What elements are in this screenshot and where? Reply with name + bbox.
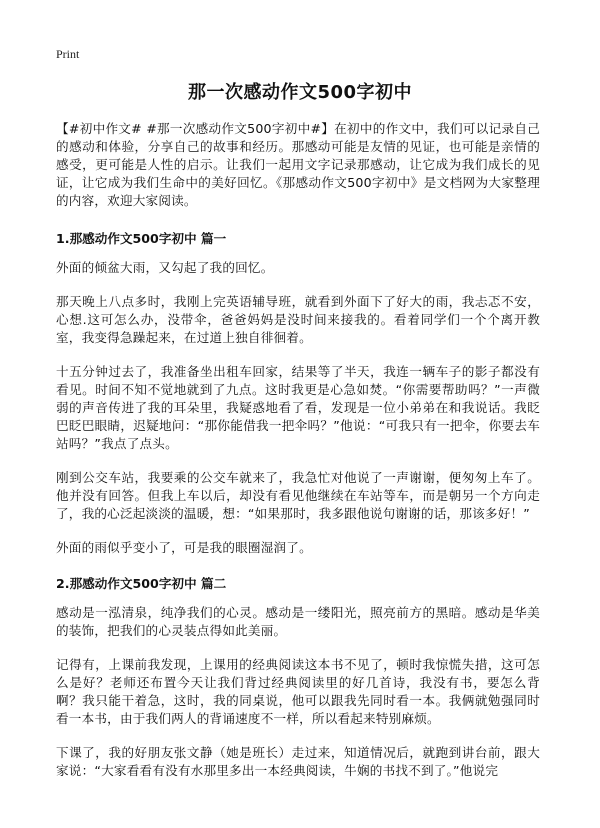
document-body [56, 120, 540, 796]
paragraph: 记得有，上课前我发现，上课用的经典阅读这本书不见了，顿时我惊慌失措，这可怎么是好？老师还布置今天让我们背过经典阅读里的好几首诗，我没有书，要怎么背啊？我只能干着急，这时，我的同桌说，他可以跟我先同时看一本。我俩就勉强同时看一本书，由于我们两人的背诵速度不一样，所以看起来特别麻烦。 [56, 657, 540, 726]
section-heading [56, 573, 540, 592]
section-number: 1. [56, 231, 70, 246]
paragraph: 十五分钟过去了，我准备坐出租车回家，结果等了半天，我连一辆车子的影子都没有看见。时间不知不觉地就到了九点。这时我更是心急如焚。“你需要帮助吗？”一声微弱的声音传进了我的耳朵里，我疑惑地看了看，发现是一位小弟弟在和我说话。我眨巴眨巴眼睛，迟疑地问：“那你能借我一把伞吗？”他说：“可我只有一把伞，你要去车站吗？”我点了点头。 [56, 364, 540, 451]
section-title: 那感动作文500字初中 篇二 [69, 576, 227, 591]
paragraph: 下课了，我的好朋友张文静（她是班长）走过来，知道情况后，就跑到讲台前，跟大家说：“大家看看有没有水那里多出一本经典阅读，牛娴的书找不到了。”他说完 [56, 745, 540, 778]
section-number: 2. [56, 576, 70, 591]
paragraph: 刚到公交车站，我要乘的公交车就来了，我急忙对他说了一声谢谢，便匆匆上车了。他并没有回答。但我上车以后，却没有看见他继续在车站等车，而是朝另一个方向走了，我的心泛起淡淡的温暖，想：“如果那时，我多跟他说句谢谢的话，那该多好！” [56, 470, 540, 521]
section-heading [56, 228, 540, 247]
section-title: 那感动作文500字初中 篇一 [69, 231, 227, 246]
print-link[interactable]: Print [56, 47, 80, 61]
paragraph: 外面的雨似乎变小了，可是我的眼圈湿润了。 [56, 540, 312, 555]
paragraph: 感动是一泓清泉，纯净我们的心灵。感动是一缕阳光，照亮前方的黑暗。感动是华美的装饰，把我们的心灵装点得如此美丽。 [56, 605, 540, 638]
intro-paragraph: 【#初中作文# #那一次感动作文500字初中#】在初中的作文中，我们可以记录自己的感动和体验，分享自己的故事和经历。那感动可能是友情的见证，也可能是亲情的感受，更可能是人性的启示。让我们一起用文字记录那感动，让它成为我们成长的见证，让它成为我们生命中的美好回忆。《那感动作文500字初中》是文档网为大家整理的内容，欢迎大家阅读。 [56, 121, 540, 208]
paragraph: 外面的倾盆大雨，又勾起了我的回忆。 [56, 260, 274, 275]
section-1 [56, 228, 540, 557]
section-2 [56, 573, 540, 780]
paragraph: 那天晚上八点多时，我刚上完英语辅导班，就看到外面下了好大的雨，我忐忑不安，心想.这可怎么办，没带伞，爸爸妈妈是没时间来接我的。看着同学们一个个离开教室，我变得急躁起来，在过道上独自徘徊着。 [56, 294, 540, 345]
document-title: 那一次感动作文500字初中 [187, 82, 413, 103]
